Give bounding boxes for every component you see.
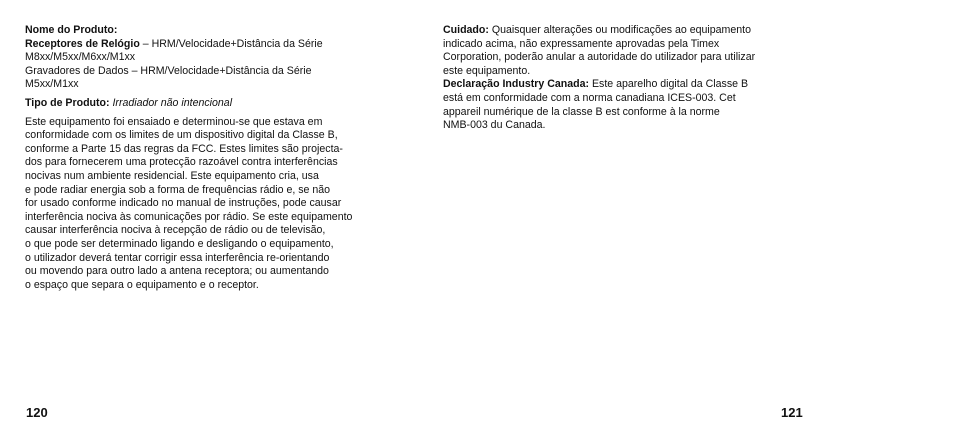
fcc-line: o utilizador deverá tentar corrigir essa interferência re-orientando (25, 251, 330, 264)
product-type-line (25, 97, 395, 111)
canada-line: appareil numérique de la classe B est conforme à la norme (443, 105, 720, 118)
receivers-models: M8xx/M5xx/M6xx/M1xx (25, 51, 136, 64)
receivers-text: – HRM/Velocidade+Distância da Série (139, 37, 323, 50)
receivers-line (25, 38, 395, 52)
fcc-line: for usado conforme indicado no manual de instruções, pode causar (25, 197, 342, 210)
canada-line: NMB-003 du Canada. (443, 119, 546, 132)
caution-line: indicado acima, não expressamente aprovadas pela Timex (443, 37, 720, 50)
product-type-label: Tipo de Produto: (25, 96, 110, 109)
canada-line: está em conformidade com a norma canadiana ICES-003. Cet (443, 91, 736, 104)
fcc-line: e pode radiar energia sob a forma de frequências rádio e, se não (25, 183, 331, 196)
page-number-left: 120 (26, 405, 48, 420)
industry-canada-paragraph (443, 78, 813, 132)
left-column (25, 24, 395, 292)
caution-first-line: Cuidado: Quaisquer alterações ou modificações ao equipamento (443, 24, 751, 36)
fcc-line: conforme a Parte 15 das regras da FCC. Estes limites são projecta- (25, 142, 343, 155)
right-column (443, 24, 813, 133)
fcc-line: nocivas num ambiente residencial. Este equipamento cria, usa (25, 169, 319, 182)
receivers-label: Receptores de Relógio (25, 37, 140, 50)
fcc-line: o que pode ser determinado ligando e desligando o equipamento, (25, 237, 334, 250)
fcc-paragraph (25, 116, 395, 293)
product-name-heading: Nome do Produto: (25, 24, 118, 36)
caution-label: Cuidado: (443, 24, 489, 36)
fcc-line: Este equipamento foi ensaiado e determinou-se que estava em (25, 115, 323, 128)
product-type-value: Irradiador não intencional (109, 96, 233, 109)
fcc-line: ou movendo para outro lado a antena receptora; ou aumentando (25, 265, 329, 278)
caution-line: este equipamento. (443, 64, 531, 77)
fcc-line: conformidade com os limites de um dispositivo digital da Classe B, (25, 129, 338, 142)
caution-line: Corporation, poderão anular a autoridade do utilizador para utilizar (443, 51, 756, 64)
canada-label: Declaração Industry Canada: (443, 78, 590, 91)
fcc-line: causar interferência nociva à recepção de rádio ou de televisão, (25, 224, 326, 237)
fcc-line: dos para fornecerem uma protecção razoável contra interferências (25, 156, 338, 169)
fcc-line: interferência nociva às comunicações por rádio. Se este equipamento (25, 210, 353, 223)
recorders-text: Gravadores de Dados – HRM/Velocidade+Distância da Série (25, 64, 312, 77)
fcc-line: o espaço que separa o equipamento e o receptor. (25, 278, 259, 291)
recorders-models: M5xx/M1xx (25, 78, 79, 91)
canada-first-line: Declaração Industry Canada: Este aparelho digital da Classe B (443, 78, 749, 91)
caution-paragraph (443, 24, 813, 78)
page-number-right: 121 (781, 405, 803, 420)
